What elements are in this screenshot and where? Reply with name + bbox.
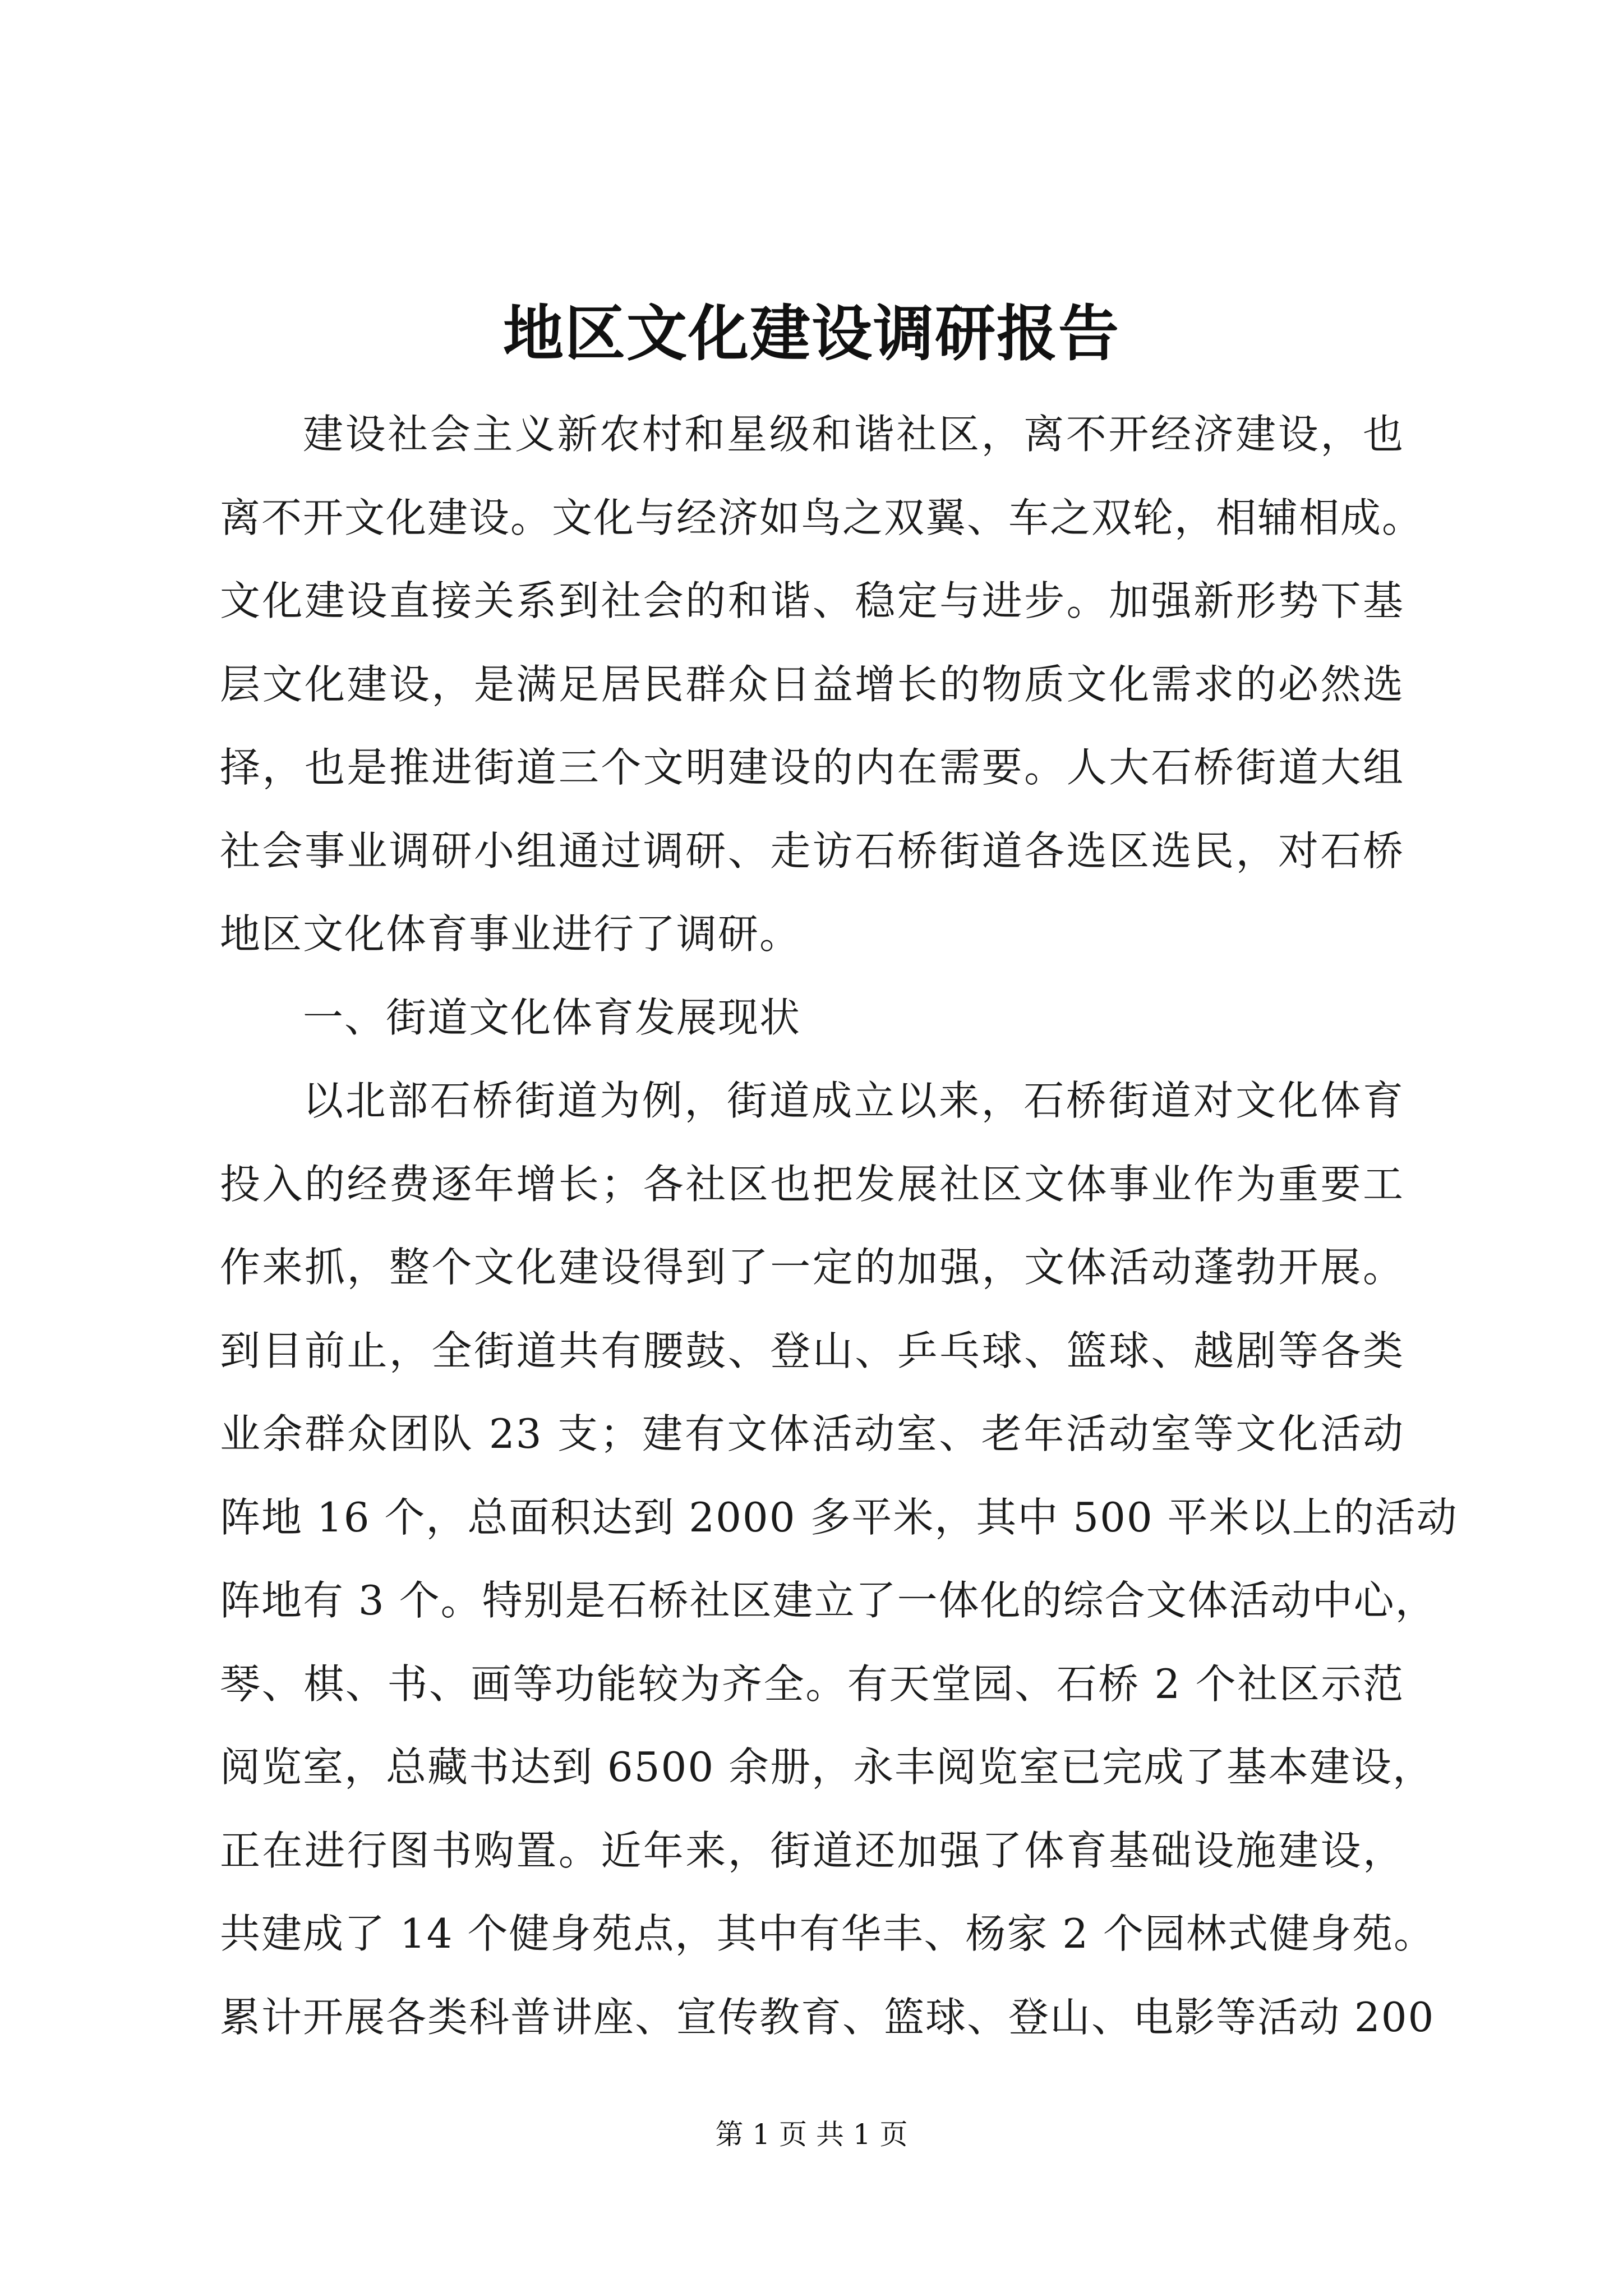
text-line: 琴、棋、书、画等功能较为齐全。有天堂园、石桥 2 个社区示范: [220, 1660, 1404, 1708]
paragraph-intro: [220, 393, 1424, 976]
page-footer: 第 1 页 共 1 页: [715, 2118, 908, 2151]
text-line: 阅览室，总藏书达到 6500 余册，永丰阅览室已完成了基本建设，: [220, 1743, 1435, 1791]
paragraph-status: [220, 1059, 1458, 2059]
text-line: 累计开展各类科普讲座、宣传教育、篮球、登山、电影等活动 200: [220, 1993, 1435, 2041]
text-line: 择，也是推进街道三个文明建设的内在需要。人大石桥街道大组: [220, 744, 1404, 791]
text-line: 作来抓，整个文化建设得到了一定的加强，文体活动蓬勃开展。: [220, 1244, 1404, 1291]
document-title: 地区文化建设调研报告: [502, 298, 1120, 369]
text-line: 正在进行图书购置。近年来，街道还加强了体育基础设施建设，: [220, 1826, 1404, 1874]
text-line: 阵地 16 个，总面积达到 2000 多平米，其中 500 平米以上的活动: [220, 1493, 1458, 1541]
text-line: 投入的经费逐年增长；各社区也把发展社区文体事业作为重要工: [220, 1160, 1404, 1208]
section-heading: [220, 976, 1404, 1060]
text-line: 阵地有 3 个。特别是石桥社区建立了一体化的综合文体活动中心，: [220, 1577, 1437, 1624]
text-line: 共建成了 14 个健身苑点，其中有华丰、杨家 2 个园林式健身苑。: [220, 1910, 1435, 1957]
text-line: 以北部石桥街道为例，街道成立以来，石桥街道对文化体育: [303, 1077, 1404, 1124]
text-line: 层文化建设，是满足居民群众日益增长的物质文化需求的必然选: [220, 660, 1404, 708]
text-line: 社会事业调研小组通过调研、走访石桥街道各选区选民，对石桥: [220, 827, 1404, 875]
section-heading-text: 一、街道文化体育发展现状: [303, 993, 801, 1041]
document-body: [220, 393, 1458, 2059]
text-line: 到目前止，全街道共有腰鼓、登山、乒乓球、篮球、越剧等各类: [220, 1327, 1404, 1374]
text-line: 离不开文化建设。文化与经济如鸟之双翼、车之双轮，相辅相成。: [220, 494, 1424, 541]
text-line: 业余群众团队 23 支；建有文体活动室、老年活动室等文化活动: [220, 1410, 1404, 1457]
text-line: 建设社会主义新农村和星级和谐社区，离不开经济建设，也: [303, 411, 1404, 458]
text-line: 文化建设直接关系到社会的和谐、稳定与进步。加强新形势下基: [220, 577, 1404, 624]
text-line: 地区文化体育事业进行了调研。: [220, 910, 801, 958]
